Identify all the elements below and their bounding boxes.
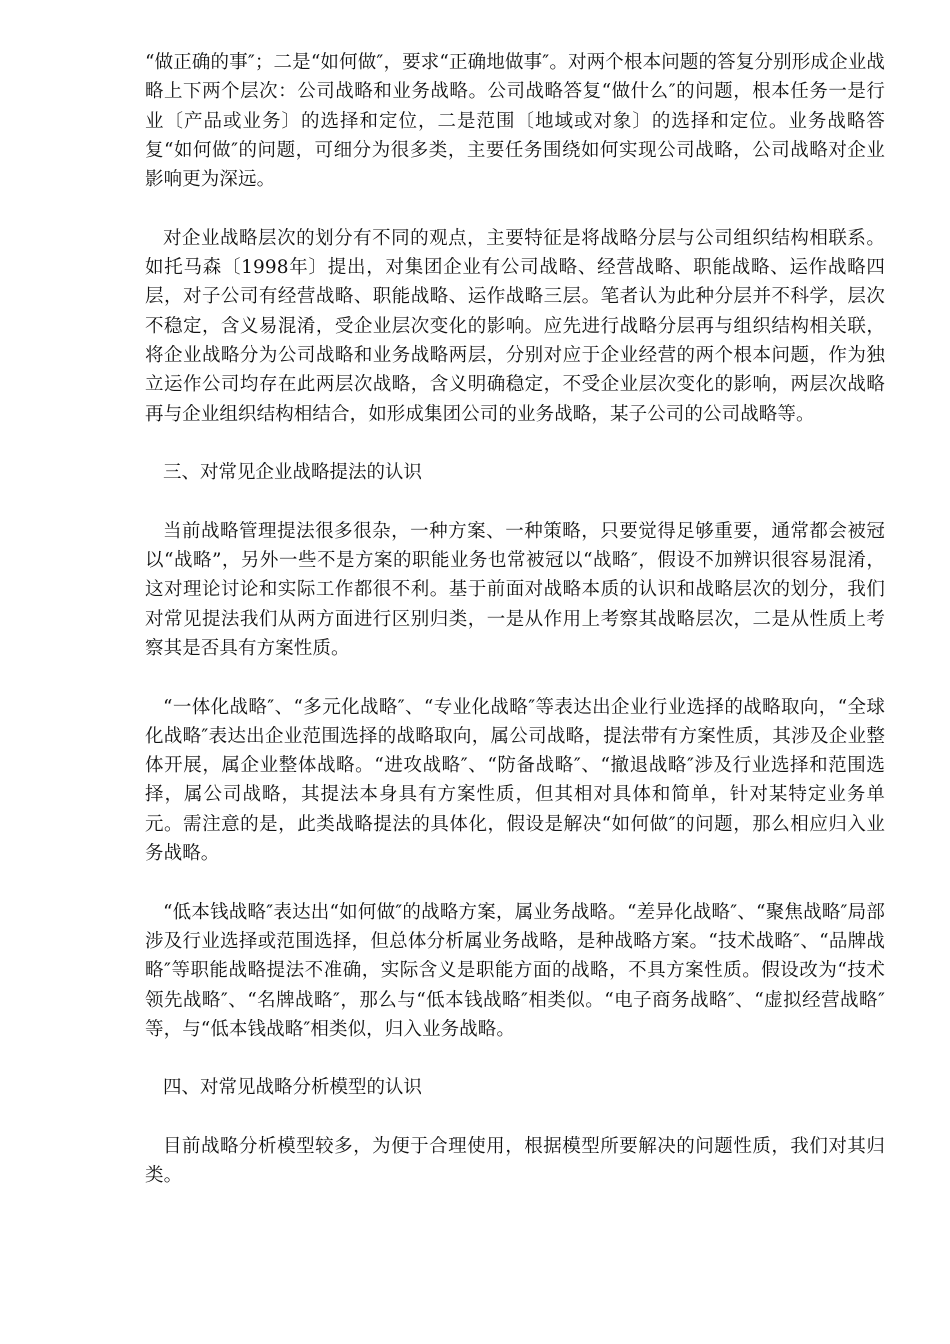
paragraph-analysis-models: 目前战略分析模型较多，为便于合理使用，根据模型所要解决的问题性质，我们对其归类。 bbox=[145, 1135, 885, 1187]
section-heading-4: 四、对常见战略分析模型的认识 bbox=[163, 1077, 423, 1099]
paragraph-corporate-strategies: “一体化战略″、“多元化战略″、“专业化战略″等表达出企业行业选择的战略取向，“全球化战略″表达出企业范围选择的战略取向，属公司战略，提法带有方案性质，其涉及企业整体开展，属企业整体战略。“进攻战略″、“防备战略″、“撤退战略″涉及行业选择和范围选择，属公司战略，其提法本身具有方案性质，但其相对具体和简单，针对某特定业务单元。需注意的是，此类战略提法的具体化，假设是解决“如何做″的问题，那么相应归入业务战略。 bbox=[145, 696, 885, 865]
document-body bbox=[145, 48, 885, 1220]
paragraph-business-strategies: “低本钱战略″表达出“如何做″的战略方案，属业务战略。“差异化战略″、“聚焦战略″局部涉及行业选择或范围选择，但总体分析属业务战略，是种战略方案。“技术战略″、“品牌战略″等职能战略提法不准确，实际含义是职能方面的战略，不具方案性质。假设改为“技术领先战略″、“名牌战略″，那么与“低本钱战略″相类似。“电子商务战略″、“虚拟经营战略″等，与“低本钱战略″相类似，归入业务战略。 bbox=[145, 901, 885, 1040]
paragraph-current-terms: 当前战略管理提法很多很杂，一种方案、一种策略，只要觉得足够重要，通常都会被冠以“战略”，另外一些不是方案的职能业务也常被冠以“战略″，假设不加辨识很容易混淆，这对理论讨论和实际工作都很不利。基于前面对战略本质的认识和战略层次的划分，我们对常见提法我们从两方面进行区别归类，一是从作用上考察其战略层次，二是从性质上考察其是否具有方案性质。 bbox=[145, 520, 885, 659]
section-heading-3: 三、对常见企业战略提法的认识 bbox=[163, 462, 423, 484]
paragraph-level-division: 对企业战略层次的划分有不同的观点，主要特征是将战略分层与公司组织结构相联系。如托马森〔1998年〕提出，对集团企业有公司战略、经营战略、职能战略、运作战略四层，对子公司有经营战略、职能战略、运作战略三层。笔者认为此种分层并不科学，层次不稳定，含义易混淆，受企业层次变化的影响。应先进行战略分层再与组织结构相关联，将企业战略分为公司战略和业务战略两层，分别对应于企业经营的两个根本问题，作为独立运作公司均存在此两层次战略，含义明确稳定，不受企业层次变化的影响，两层次战略再与企业组织结构相结合，如形成集团公司的业务战略，某子公司的公司战略等。 bbox=[145, 227, 885, 425]
paragraph-strategy-levels: “做正确的事″；二是“如何做″，要求“正确地做事″。对两个根本问题的答复分别形成企业战略上下两个层次：公司战略和业务战略。公司战略答复“做什么″的问题，根本任务一是行业〔产品或业务〕的选择和定位，二是范围〔地域或对象〕的选择和定位。业务战略答复“如何做″的问题，可细分为很多类，主要任务围绕如何实现公司战略，公司战略对企业影响更为深远。 bbox=[145, 52, 885, 191]
